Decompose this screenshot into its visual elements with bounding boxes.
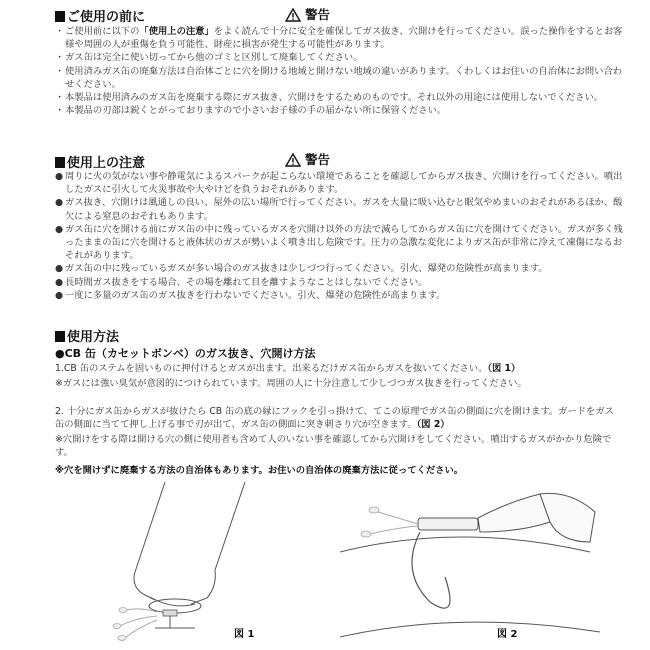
list-item: ・ 本製品の刃部は鋭くとがっておりますので小さいお子様の手の届かない所に保管ください。 bbox=[55, 105, 447, 117]
warning-triangle-icon bbox=[285, 8, 301, 22]
figure-1-caption: 図 1 bbox=[234, 629, 255, 640]
square-bullet-icon bbox=[55, 157, 65, 168]
list-item: ● 一度に多量のガス缶のガス抜きを行わないでください。引火、爆発の危険性が高まります。 bbox=[55, 289, 446, 301]
note-safety: ※穴開けをする際は開ける穴の側に使用者も含めて人のいない事を確認してから穴開けをしてください。噴出するガスがかかり危険です。 bbox=[55, 434, 612, 459]
before-use-list bbox=[55, 25, 623, 117]
section-title-how-to-use: 使用方法 bbox=[55, 326, 119, 345]
list-item: ・ ご使用前に以下の「使用上の注意」をよく読んで十分に安全を確保してガス抜き、穴開けを行ってください。誤った操作をするとお客様や周囲の人が重傷を負う可能性、財産に損害が発生する可能性があります。 bbox=[55, 26, 623, 51]
list-item: ・ 使用済みガス缶の廃棄方法は自治体ごとに穴を開ける地域と開けない地域の違いがあります。くわしくはお住いの自治体にお問い合わせください。 bbox=[55, 65, 623, 90]
note-disposal: ※穴を開けずに廃棄する方法の自治体もあります。お住いの自治体の廃棄方法に従ってください。 bbox=[55, 465, 464, 476]
warning-triangle-icon bbox=[285, 153, 301, 167]
step-1-text: 1.CB 缶のステムを固いものに押付けるとガスが出ます。出来るだけガス缶からガスを抜いてください。（図 1） bbox=[55, 363, 521, 374]
list-item: ● ガス缶の中に残っているガスが多い場合のガス抜きは少しづつ行ってください。引火、爆発の危険性が高まります。 bbox=[55, 263, 548, 275]
precautions-list bbox=[55, 170, 623, 302]
method-subtitle: ●CB 缶（カセットボンベ）のガス抜き、穴開け方法 bbox=[55, 347, 316, 360]
note-odor: ※ガスには強い臭気が意図的につけられています。周囲の人に十分注意して少しづつガス抜きを行ってください。 bbox=[55, 378, 527, 389]
list-item: ・ ガス缶は完全に使い切ってから他のゴミと区別して廃棄してください。 bbox=[55, 52, 363, 64]
list-item: ● ガス抜き、穴開けは風通しの良い、屋外の広い場所で行ってください。ガスを大量に吸い込むと眠気やめまいのおそれがあるほか、酸欠による窒息のおそれもあります。 bbox=[55, 197, 623, 222]
warning-heading-1: 警告 bbox=[285, 5, 330, 23]
section-title-precautions: 使用上の注意 bbox=[55, 152, 145, 171]
warning-heading-2: 警告 bbox=[285, 150, 330, 168]
figure-2-illustration bbox=[340, 482, 610, 642]
step-2-text: 2. 十分にガス缶からガスが抜けたら CB 缶の底の縁にフックを引っ掛けて、てこの原理でガス缶の側面に穴を開けます。ガードをガス缶の側面に当てて押し上げる事で刃が出て、ガス缶の側面に突き刺さり穴が空きます。（図 2） bbox=[55, 406, 614, 431]
square-bullet-icon bbox=[55, 11, 65, 22]
figure-1-illustration bbox=[95, 482, 265, 642]
list-item: ● 長時間ガス抜きをする場合、その場を離れて目を離すようなことはしないでください。 bbox=[55, 276, 428, 288]
square-bullet-icon bbox=[55, 331, 65, 342]
list-item: ● 周りに火の気がない事や静電気によるスパークが起こらない環境であることを確認してからガス抜き、穴開けを行ってください。噴出したガスに引火して火災事故や大やけどを負うおそれがあります。 bbox=[55, 171, 623, 196]
section-title-before-use: ご使用の前に bbox=[55, 6, 145, 25]
list-item: ● ガス缶に穴を開ける前にガス缶の中に残っているガスを穴開け以外の方法で減らしてからガス缶に穴を開けてください。ガスが多く残ったままの缶に穴を開けると液体状のガスが勢いよく噴き出し危険です。圧力の急激な変化によりガス缶が非常に冷えて凍傷になるおそれがあります。 bbox=[55, 223, 623, 262]
figure-2-caption: 図 2 bbox=[497, 629, 518, 640]
list-item: ・ 本製品は使用済みのガス缶を廃棄する際にガス抜き、穴開けをするためのものです。それ以外の用途には使用しないでください。 bbox=[55, 92, 604, 104]
